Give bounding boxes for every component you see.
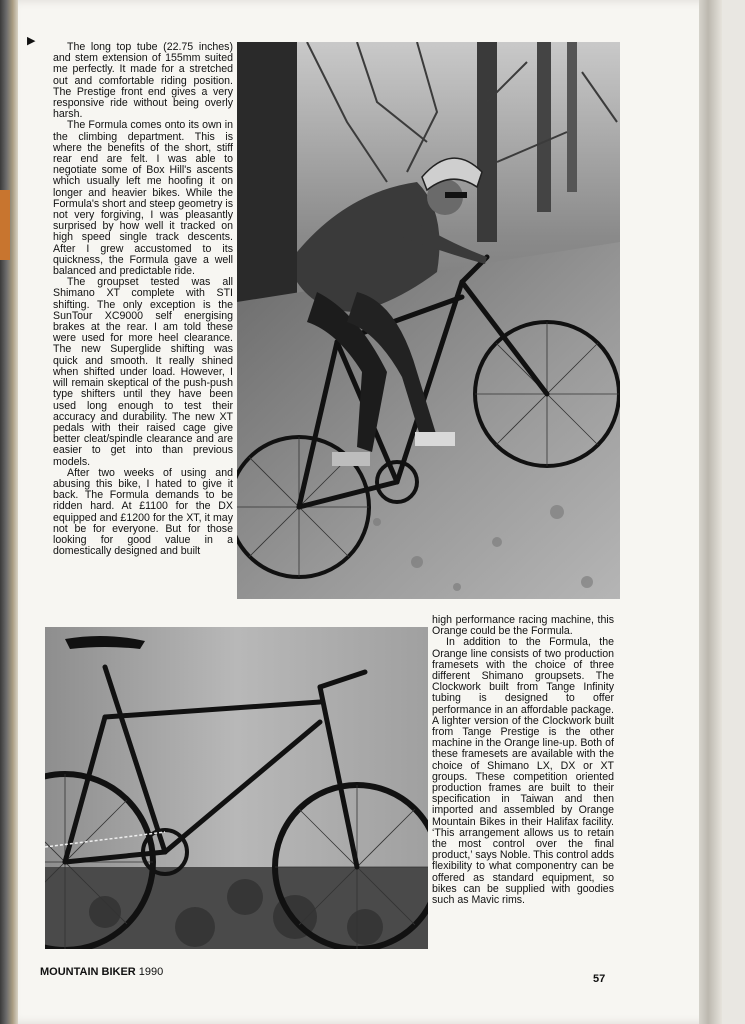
paragraph: In addition to the Formula, the Orange line consists of two production framesets with the choice of three different Shimano groupsets. The Clockwork built from Tange Infinity tubing is designed to offer performance in an affordable package. A lighter version of the Clockwork built from Tange Prestige is the other machine in the Orange line-up. Both of these framesets are available with the choice of Shimano LX, DX or XT groups. These competition oriented production frames are built to their specification in Taiwan and then imported and assembled by Orange Mountain Bikes in their Halifax facility. ‘This arrangement allows us to retain the most control over the final product,’ says Noble. This control adds flexibility to what componentry can be offered as standard equipment, so bikes can be supplied with goodies such as Mavic rims. (432, 636, 614, 907)
bike-against-wall-photo (45, 627, 428, 949)
article-start-arrow-icon: ▶ (27, 35, 36, 47)
page-edge-shadow (699, 0, 722, 1024)
footer-magazine-title (40, 966, 163, 978)
magazine-name: MOUNTAIN BIKER (40, 966, 136, 978)
paragraph: high performance racing machine, this Orange could be the Formula. (432, 614, 614, 638)
paragraph: The groupset tested was all Shimano XT complete with STI shifting. The only exception is the SunTour XC9000 self energising brakes at the rear. I am told these were used for more heel clearance. The new Superglide shifting was quick and smooth. It really shined when shifted under load. However, I will remain skeptical of the push-push type shifters until they have been used long enough to test their accuracy and durability. The new XT pedals with their raised cage give better cleat/spindle clearance and are easier to get into than previous models. (53, 276, 233, 468)
facing-page-edge (0, 190, 10, 260)
paragraph: The long top tube (22.75 inches) and stem extension of 155mm suited me perfectly. It made for a stretched out and comfortable riding position. The Prestige front end gives a very responsive ride without being overly harsh. (53, 41, 233, 121)
rider-climbing-photo (237, 42, 620, 599)
text-column-2 (432, 615, 614, 906)
magazine-year: 1990 (138, 966, 164, 978)
page-number: 57 (593, 973, 606, 985)
text-column-1 (53, 42, 233, 557)
page-binding (0, 0, 18, 1024)
paragraph: The Formula comes onto its own in the climbing department. This is where the benefits of the short, stiff rear end are felt. I was able to negotiate some of Box Hill's ascents which usually left me hoofing it on longer and heavier bikes. While the Formula's short and steep geometry is not very forgiving, I was pleasantly surprised by how well it tracked on high speed single track descents. After I grew accustomed to its quickness, the Formula gave a well balanced and predictable ride. (53, 119, 233, 278)
magazine-page (18, 0, 722, 1024)
paragraph: After two weeks of using and abusing this bike, I hated to give it back. The Formula demands to be ridden hard. At £1100 for the DX equipped and £1200 for the XT, it may not be for everyone. But for those looking for good value in a domestically designed and built (53, 466, 233, 558)
